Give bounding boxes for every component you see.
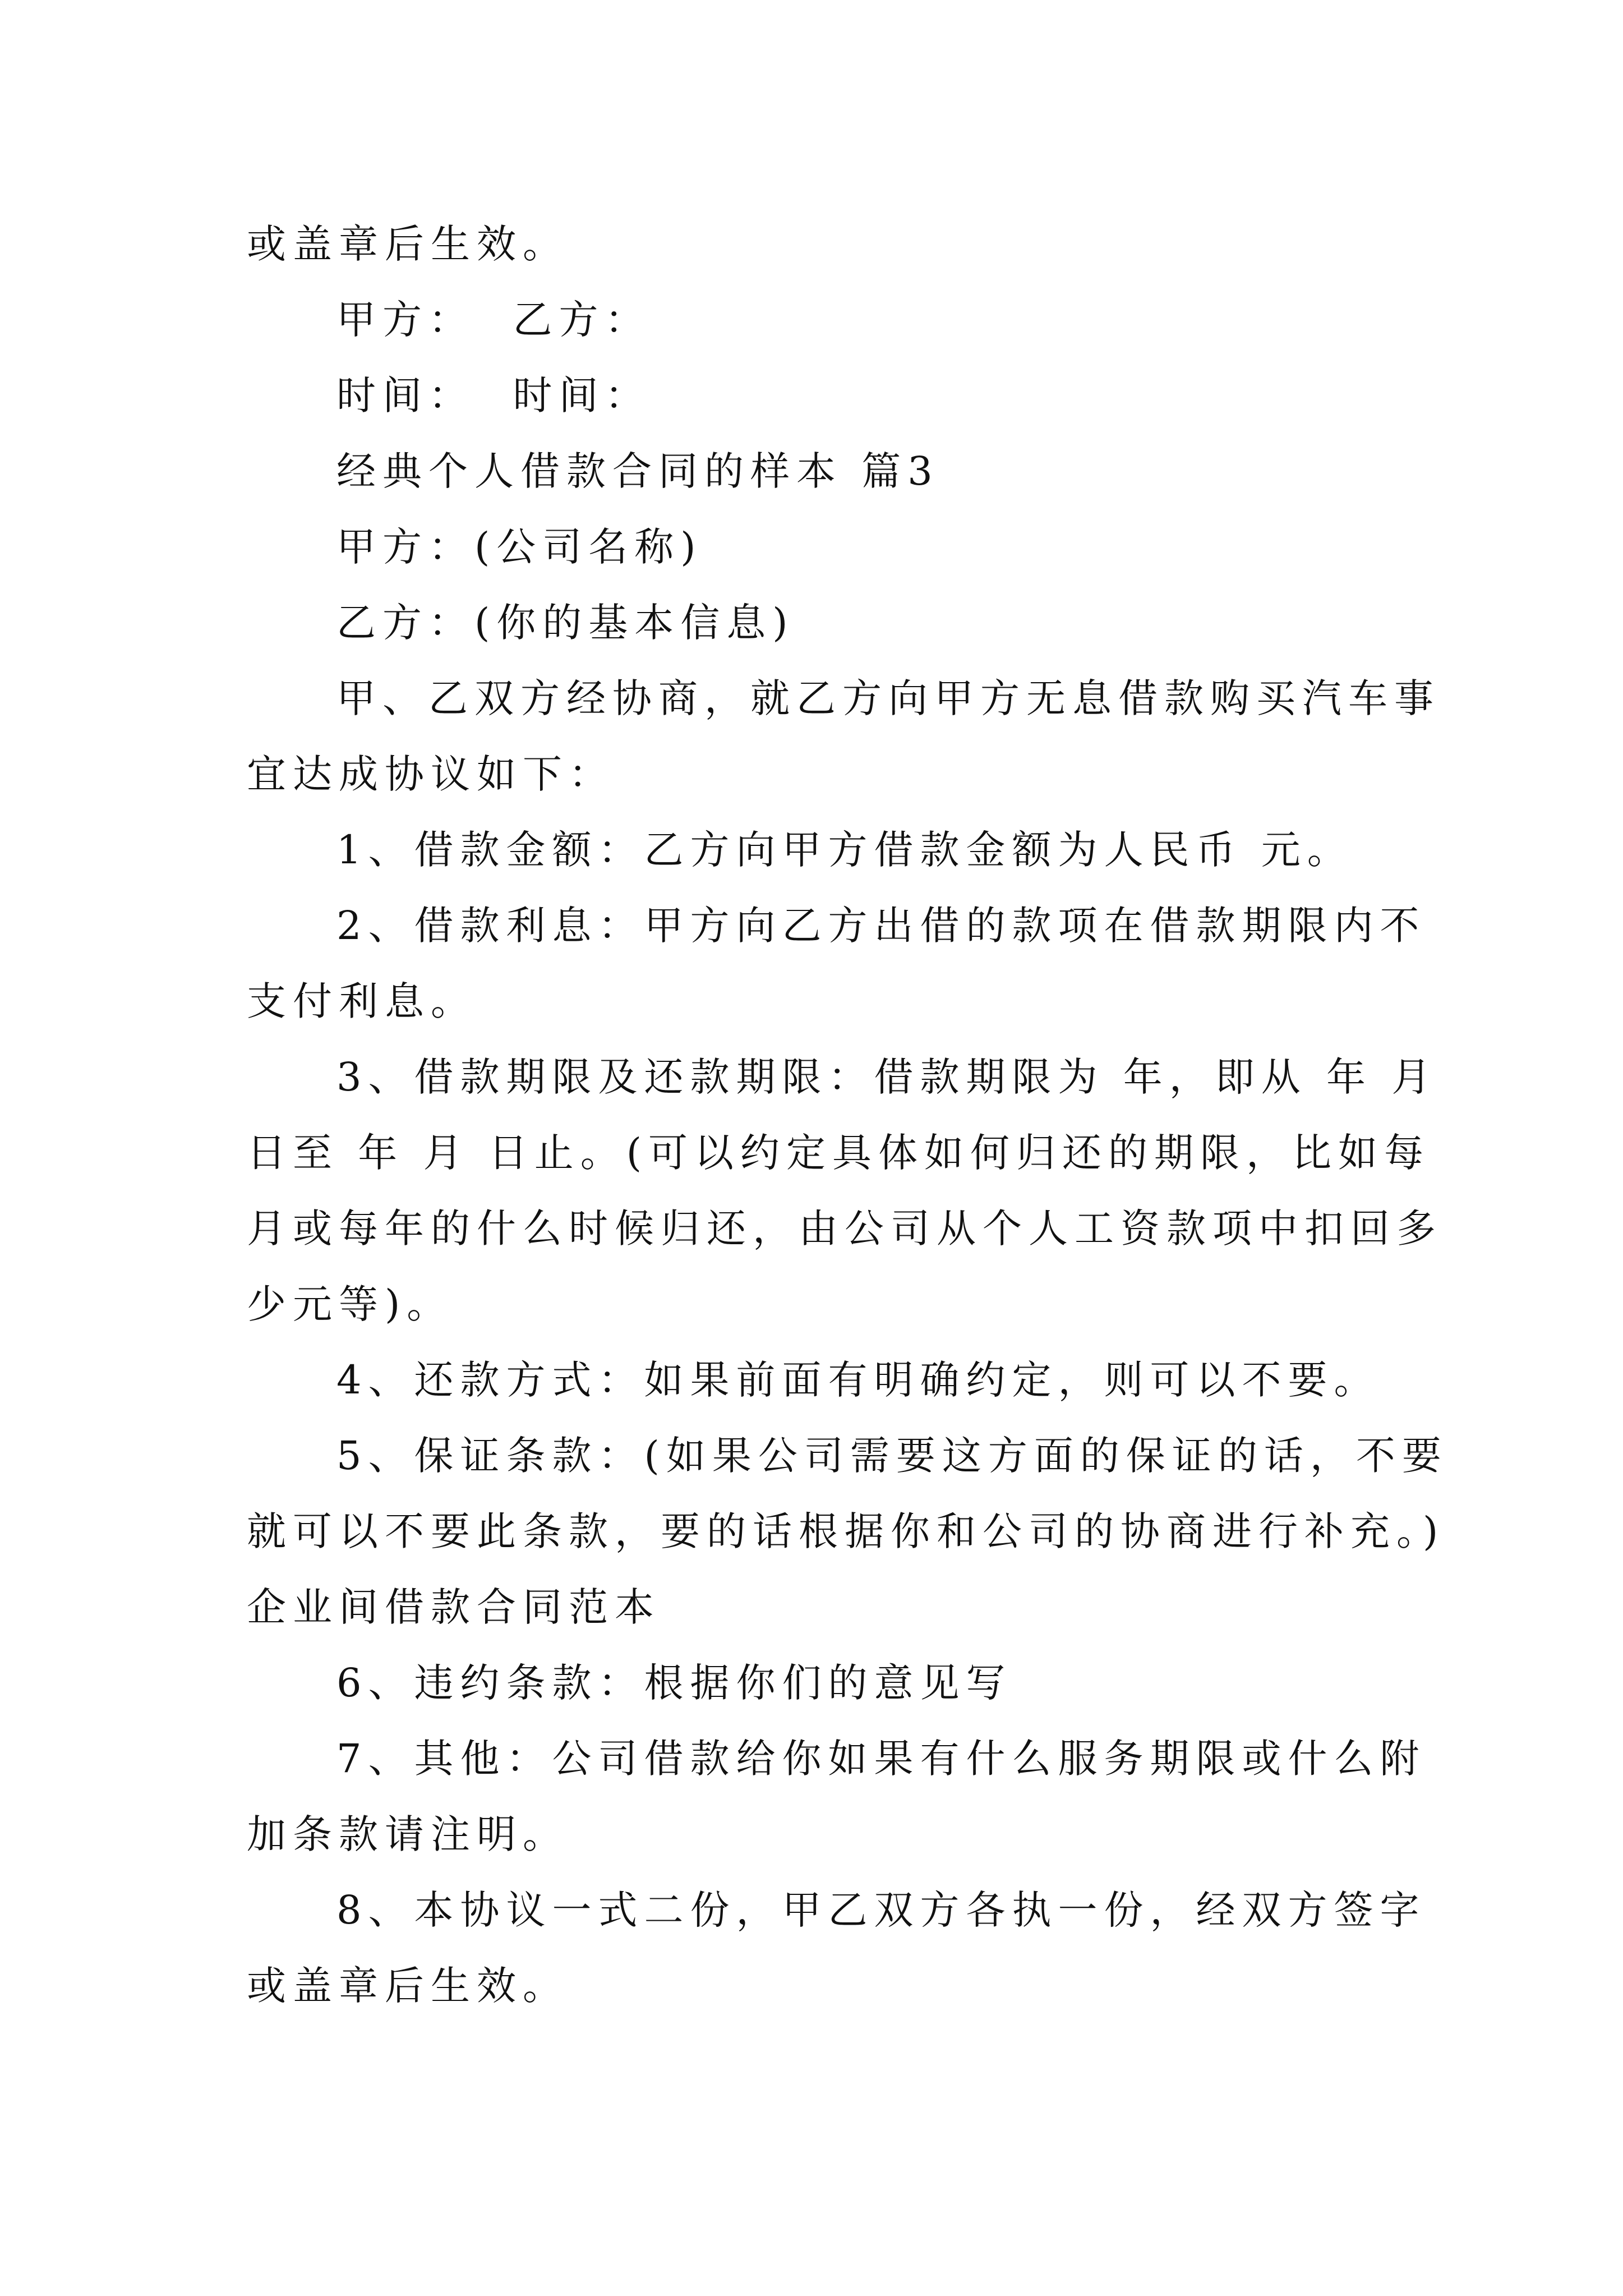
- text-line: 少元等)。: [247, 1281, 453, 1327]
- text-line: 或盖章后生效。: [247, 221, 569, 267]
- party-a-line: 甲方：(公司名称): [336, 524, 703, 570]
- text-line: 企业间借款合同范本: [247, 1584, 661, 1630]
- clause-8: 8、本协议一式二份，甲乙双方各执一份，经双方签字: [336, 1887, 1426, 1933]
- text-line: 甲、乙双方经协商，就乙方向甲方无息借款购买汽车事: [336, 675, 1440, 721]
- text-line: 加条款请注明。: [247, 1811, 569, 1857]
- party-b-line: 乙方：(你的基本信息): [336, 600, 795, 646]
- clause-7: 7、其他：公司借款给你如果有什么服务期限或什么附: [336, 1736, 1426, 1782]
- clause-2: 2、借款利息：甲方向乙方出借的款项在借款期限内不: [336, 903, 1426, 949]
- clause-4: 4、还款方式：如果前面有明确约定，则可以不要。: [336, 1357, 1380, 1403]
- clause-3: 3、借款期限及还款期限：借款期限为 年，即从 年 月: [336, 1054, 1438, 1100]
- text-line: 或盖章后生效。: [247, 1963, 569, 2009]
- section-heading: 经典个人借款合同的样本 篇3: [336, 448, 939, 494]
- text-line: 支付利息。: [247, 978, 477, 1024]
- clause-5: 5、保证条款：(如果公司需要这方面的保证的话，不要: [336, 1433, 1448, 1479]
- text-line: 月或每年的什么时候归还，由公司从个人工资款项中扣回多: [247, 1205, 1442, 1251]
- signature-parties-line: 甲方： 乙方：: [336, 297, 651, 343]
- clause-1: 1、借款金额：乙方向甲方借款金额为人民币 元。: [336, 827, 1353, 873]
- text-line: 宜达成协议如下：: [247, 751, 615, 797]
- signature-date-line: 时间： 时间：: [336, 372, 651, 418]
- text-line: 日至 年 月 日止。(可以约定具体如何归还的期限，比如每: [247, 1130, 1431, 1176]
- text-line: 就可以不要此条款，要的话根据你和公司的协商进行补充。): [247, 1508, 1445, 1554]
- clause-6: 6、违约条款：根据你们的意见写: [336, 1660, 1012, 1706]
